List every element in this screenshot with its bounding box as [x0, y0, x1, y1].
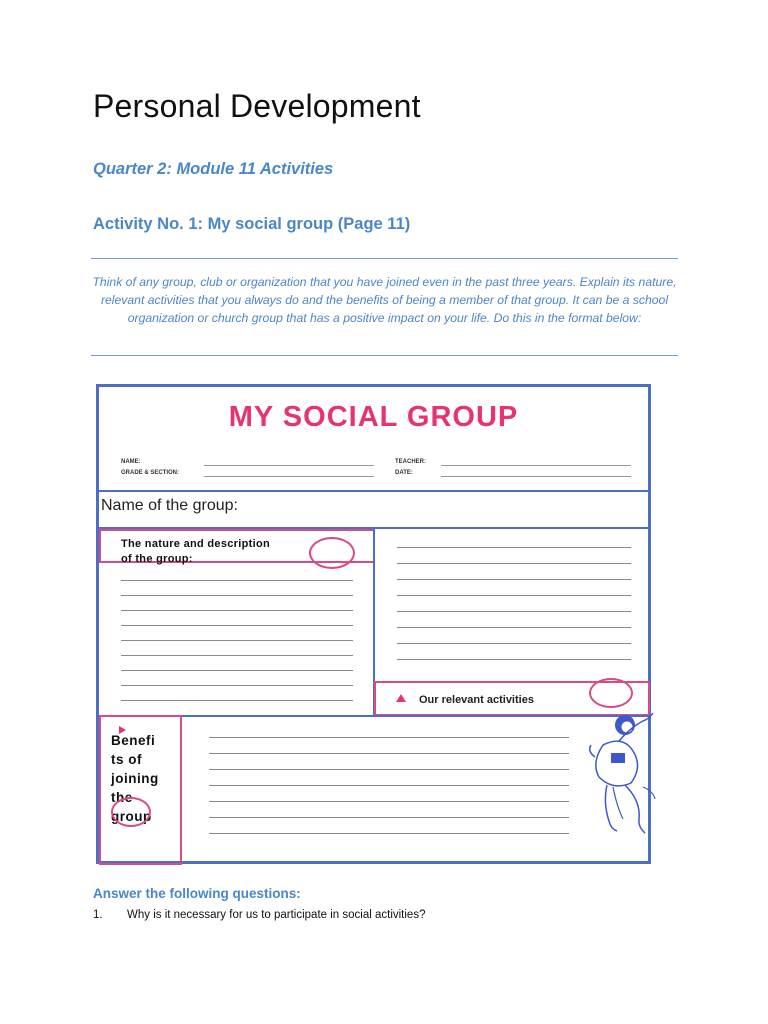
triangle-up-icon [396, 694, 406, 702]
writing-line [121, 700, 353, 701]
nature-label-line2: of the group: [121, 553, 193, 565]
nature-label [121, 537, 270, 567]
activities-circle [589, 678, 633, 708]
header-divider [99, 490, 648, 492]
benefits-line1: Benefi [111, 733, 156, 748]
divider-top [91, 258, 678, 259]
benefits-line3: joining [111, 771, 159, 786]
person-dancing-icon [583, 707, 661, 842]
date-line [441, 476, 631, 477]
writing-line [121, 595, 353, 596]
grade-label: GRADE & SECTION: [121, 470, 180, 476]
writing-line [397, 563, 631, 564]
writing-line [397, 643, 631, 644]
writing-line [209, 737, 569, 738]
benefits-circle [111, 797, 151, 827]
writing-line [121, 670, 353, 671]
writing-line [121, 610, 353, 611]
writing-line [397, 547, 631, 548]
module-subtitle: Quarter 2: Module 11 Activities [93, 160, 334, 178]
benefits-line5: group [111, 809, 152, 824]
writing-line [121, 685, 353, 686]
divider-bottom [91, 355, 678, 356]
question-1-number: 1. [93, 909, 103, 921]
name-line [204, 465, 374, 466]
group-name-label: Name of the group: [101, 497, 238, 514]
writing-line [209, 785, 569, 786]
activity-heading: Activity No. 1: My social group (Page 11) [93, 215, 411, 233]
questions-heading: Answer the following questions: [93, 886, 301, 901]
writing-line [397, 659, 631, 660]
writing-line [209, 801, 569, 802]
social-group-worksheet [96, 384, 651, 864]
question-1-text: Why is it necessary for us to participate in social activities? [127, 909, 426, 921]
writing-line [121, 655, 353, 656]
grade-line [204, 476, 374, 477]
benefits-line4: the [111, 790, 133, 805]
name-label: NAME: [121, 459, 141, 465]
writing-line [397, 611, 631, 612]
writing-line [209, 817, 569, 818]
benefits-line2: ts of [111, 752, 142, 767]
date-label: DATE: [395, 470, 413, 476]
instructions-text: Think of any group, club or organization that you have joined even in the past three years. Explain its nature, relevant activities that you always do and the benefits of being a member of that group. It can be a school organization or church group that has a positive impact on your life. Do this in the format below: [92, 275, 677, 325]
writing-line [209, 833, 569, 834]
nature-circle [309, 537, 355, 569]
writing-line [121, 625, 353, 626]
writing-line [209, 769, 569, 770]
writing-line [397, 579, 631, 580]
writing-line [397, 595, 631, 596]
writing-line [121, 640, 353, 641]
page-title: Personal Development [93, 88, 421, 124]
teacher-line [441, 465, 631, 466]
nature-label-line1: The nature and description [121, 538, 270, 550]
writing-line [121, 580, 353, 581]
benefits-top-divider [182, 715, 651, 717]
activities-label: Our relevant activities [419, 694, 534, 706]
writing-line [209, 753, 569, 754]
writing-line [397, 627, 631, 628]
worksheet-title: MY SOCIAL GROUP [228, 401, 519, 433]
teacher-label: TEACHER: [395, 459, 426, 465]
